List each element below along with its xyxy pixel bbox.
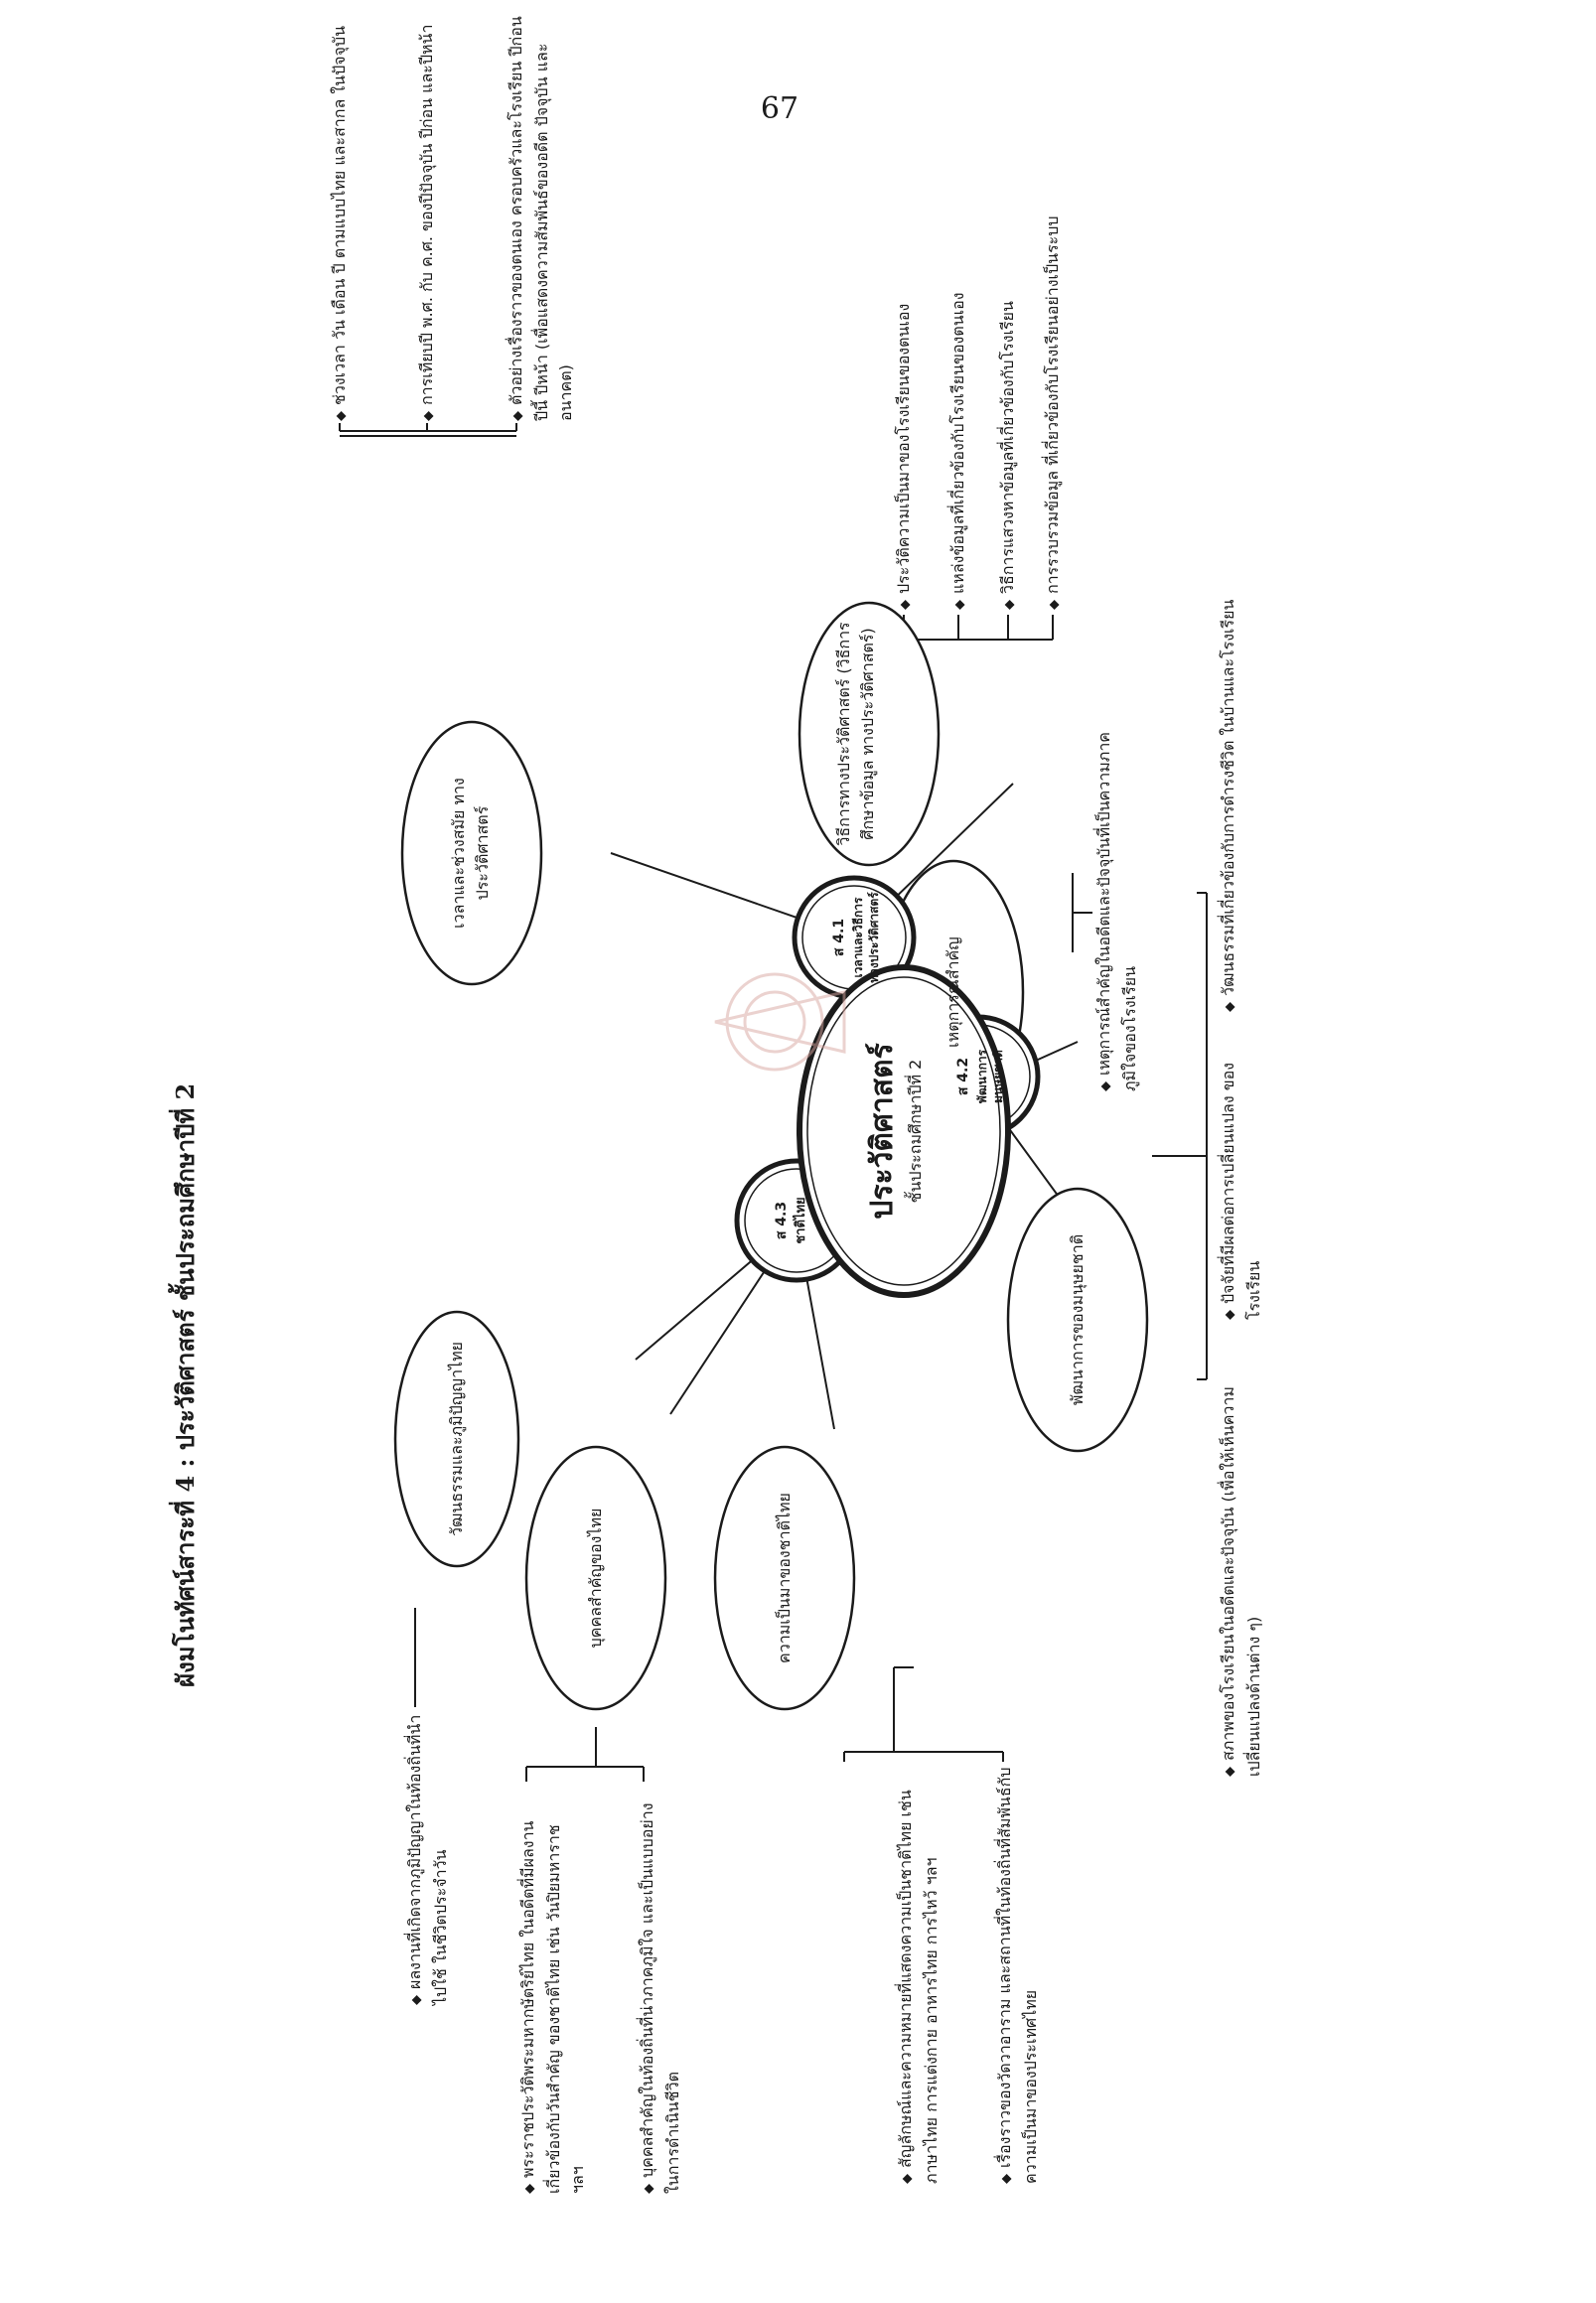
- detail-dev-2: ◆ ปัจจัยที่มีผลต่อการเปลี่ยนแปลง ของโรงเรียน: [1217, 1022, 1266, 1320]
- standard-s42-label: พัฒนาการ มนุษยชาติ: [975, 1049, 1005, 1104]
- detail-time-3: ◆ ตัวอย่างเรื่องราวของตนเอง ครอบครัวและโรงเรียน ปีก่อน ปีนี้ ปีหน้า (เพื่อแสดงความสัมพันธ์ของอดีต ปัจจุบัน และอนาคต): [505, 4, 578, 421]
- detail-time-2: ◆ การเทียบปี พ.ศ. กับ ค.ศ. ของปีปัจจุบัน ปีก่อน และปีหน้า: [415, 4, 441, 421]
- topic-culture: วัฒนธรรมและภูมิปัญญาไทย: [447, 1341, 466, 1537]
- detail-method-2: ◆ แหล่งข้อมูลที่เกี่ยวข้องกับโรงเรียนของตนเอง: [946, 292, 972, 610]
- detail-dev-3: ◆ วัฒนธรรมที่เกี่ยวข้องกับการดำรงชีวิต ในบ้านและโรงเรียน: [1217, 595, 1242, 1012]
- detail-person-2: ◆ บุคคลสำคัญในท้องถิ่นที่น่าภาคภูมิใจ และเป็นแบบอย่างในการดำเนินชีวิต: [636, 1797, 685, 2194]
- topic-method: วิธีการทางประวัติศาสตร์ (วิธีการศึกษาข้อมูล ทางประวัติศาสตร์): [834, 622, 877, 846]
- standard-s41-label: เวลาและวิธีการ ทางประวัติศาสตร์: [851, 892, 881, 983]
- detail-person-1: ◆ พระราชประวัติพระมหากษัตริย์ไทย ในอดีตที่มีผลงานเกี่ยวข้องกับวันสำคัญ ของชาติไทย เช่น วันปิยมหาราช ฯลฯ: [516, 1797, 590, 2194]
- center-subtitle: ชั้นประถมศึกษาปีที่ 2: [906, 1059, 925, 1204]
- detail-thai-1: ◆ สัญลักษณ์และความหมายที่แสดงความเป็นชาติไทย เช่น ภาษาไทย การแต่งกาย อาหารไทย การไหว้ ฯลฯ: [894, 1767, 943, 2184]
- detail-thai-2: ◆ เรื่องราวของวัดวาอาราม และสถานที่ในท้องถิ่นที่สัมพันธ์กับความเป็นมาของประเทศไทย: [993, 1767, 1043, 2184]
- detail-event-1: ◆ เหตุการณ์สำคัญในอดีตและปัจจุบันที่เป็นความภาคภูมิใจของโรงเรียน: [1092, 694, 1142, 1091]
- topic-dev: พัฒนาการของมนุษยชาติ: [1068, 1233, 1087, 1406]
- detail-dev-1: ◆ สภาพของโรงเรียนในอดีตและปัจจุบัน (เพื่อให้เห็นความเปลี่ยนแปลงด้านต่าง ๆ): [1217, 1360, 1266, 1777]
- detail-method-3: ◆ วิธีการแสวงหาข้อมูลที่เกี่ยวข้องกับโรงเรียน: [996, 301, 1022, 610]
- center-title: ประวัติศาสตร์: [865, 1043, 900, 1220]
- topic-person: บุคคลสำคัญของไทย: [586, 1508, 605, 1649]
- detail-time-1: ◆ ช่วงเวลา วัน เดือน ปี ตามแบบไทย และสากล ในปัจจุบัน: [328, 4, 354, 421]
- page-title: ผังมโนทัศน์สาระที่ 4 : ประวัติศาสตร์ ชั้นประถมศึกษาปีที่ 2: [171, 1082, 200, 1687]
- detail-method-4: ◆ การรวบรวมข้อมูล ที่เกี่ยวข้องกับโรงเรียนอย่างเป็นระบบ: [1041, 216, 1067, 610]
- topic-event: เหตุการณ์สำคัญ: [943, 936, 962, 1048]
- detail-culture-1: ◆ ผลงานที่เกิดจากภูมิปัญญาในท้องถิ่นที่นำไปใช้ ในชีวิตประจำวัน: [403, 1707, 453, 2005]
- topic-thai: ความเป็นมาของชาติไทย: [775, 1493, 794, 1663]
- standard-s42-code: ส 4.2: [955, 1057, 971, 1096]
- standard-s43-label: ชาติไทย: [794, 1197, 808, 1244]
- standard-s43-code: ส 4.3: [774, 1201, 790, 1240]
- page-number: 67: [760, 91, 799, 126]
- detail-method-1: ◆ ประวัติความเป็นมาของโรงเรียนของตนเอง: [892, 304, 918, 610]
- topic-time: เวลาและช่วงสมัย ทางประวัติศาสตร์: [449, 778, 492, 929]
- standard-s41-code: ส 4.1: [831, 918, 847, 957]
